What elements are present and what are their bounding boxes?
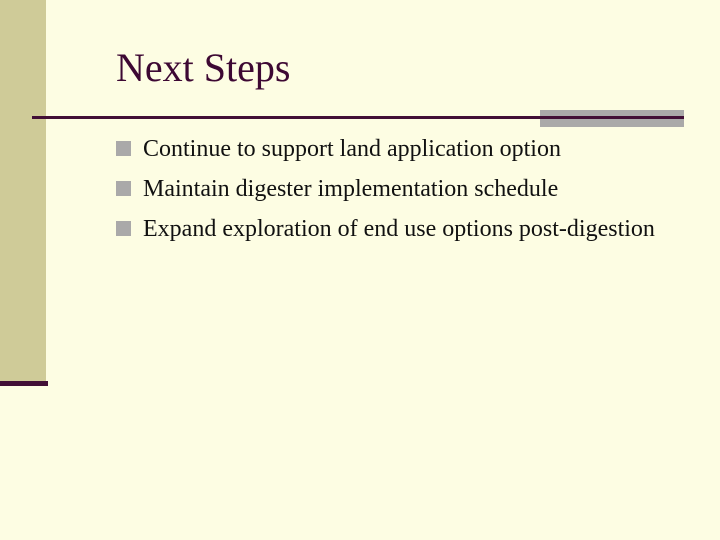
bullet-list <box>116 132 676 252</box>
left-decorative-band <box>0 0 46 384</box>
bullet-item <box>116 212 676 246</box>
square-bullet-icon <box>116 141 131 156</box>
left-band-underline <box>0 381 48 386</box>
slide-title: Next Steps <box>116 45 291 90</box>
bullet-item <box>116 132 676 166</box>
bullet-text: Maintain digester implementation schedule <box>143 176 559 202</box>
bullet-text: Expand exploration of end use options post-digestion <box>143 216 655 242</box>
bullet-text: Continue to support land application option <box>143 136 561 162</box>
square-bullet-icon <box>116 181 131 196</box>
square-bullet-icon <box>116 221 131 236</box>
bullet-item <box>116 172 676 206</box>
accent-bar-line <box>540 116 684 119</box>
